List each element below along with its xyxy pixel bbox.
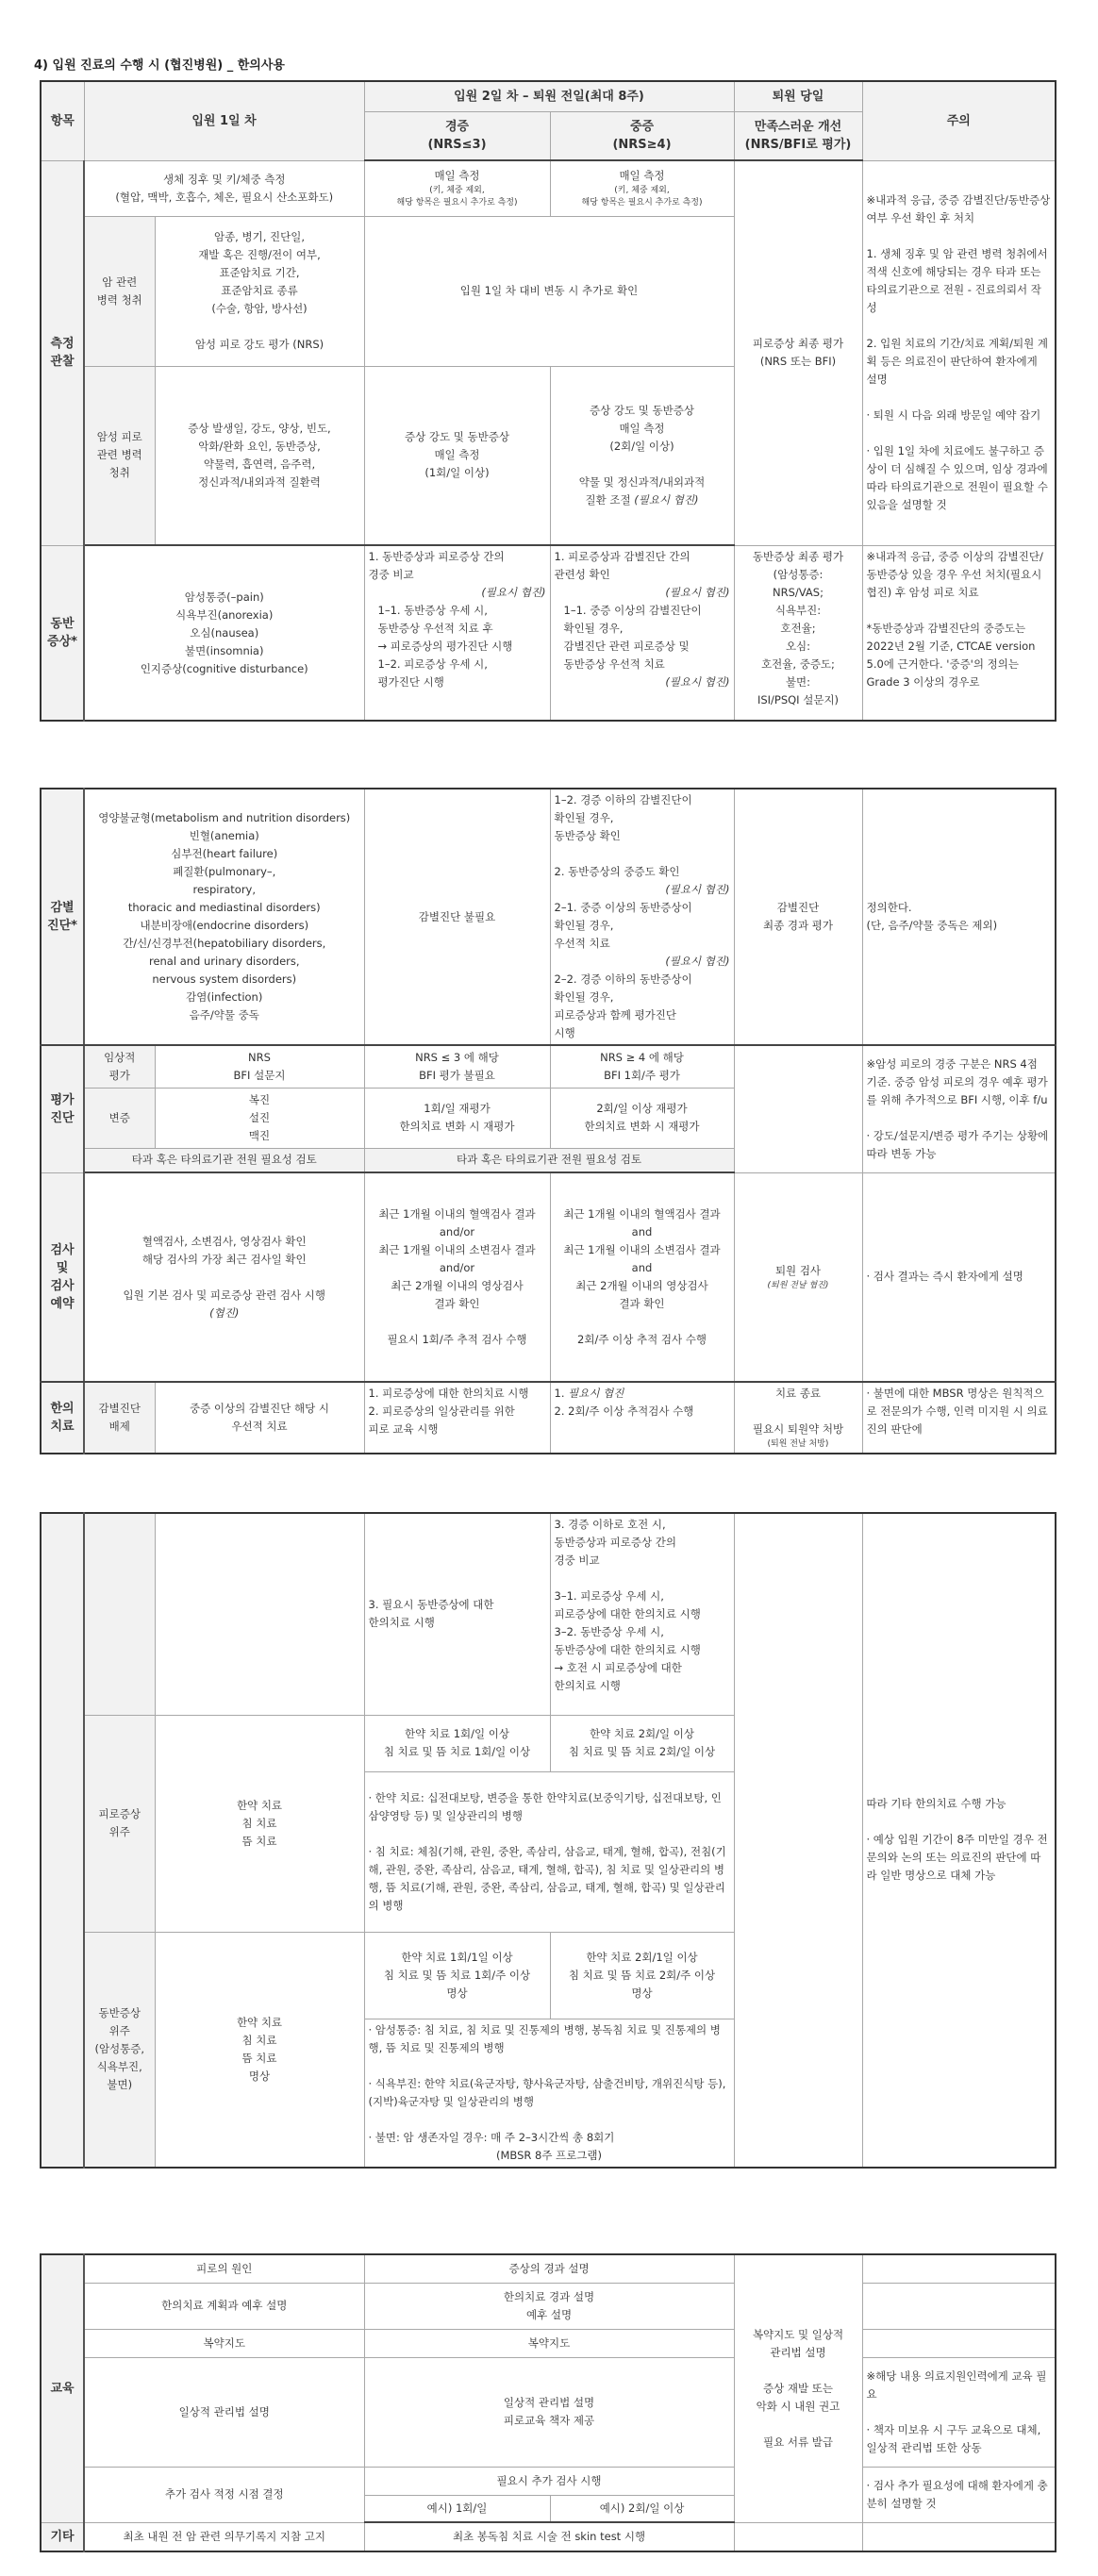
comorbid-mild-consult: (필요시 협진) [481, 586, 546, 599]
referral-day1: 타과 혹은 타의료기관 전원 필요성 검토 [84, 1148, 364, 1172]
comorbid-tx-detail-end: (MBSR 8주 프로그램) [495, 2148, 603, 2162]
fatigue-tx-severe: 한약 치료 2회/일 이상 침 치료 및 뜸 치료 2회/일 이상 [550, 1715, 734, 1771]
edu-caution-1: ※해당 내용 의료지원인력에게 교육 필요 · 책자 미보유 시 구두 교육으로 대체, 일상적 관리법 또한 상동 [862, 2357, 1056, 2467]
vitals-mild-note: (키, 체중 제외, 해당 항목은 필요시 추가로 측정) [396, 186, 518, 208]
tests-discharge [734, 1172, 862, 1382]
etc-discharge [734, 2522, 862, 2551]
fatigue-tx-detail: · 한약 치료: 십전대보탕, 변증을 통한 한약치료(보중익기탕, 십전대보탕, 인삼양영탕 등) 및 일상관리의 병행 · 침 치료: 체침(기해, 관원, 중완, 족삼리, 삼음교, 태계, 혈해, 합곡), 전침(기해, 관원, 중완, 족삼리, 삼음교, 태계, 혈해, 합곡), 침 치료 및 일상관리의 병행, 뜸 치료(기해, 관원, 중완, 족삼리, 삼음교, 태계, 혈해, 합곡) 및 일상관리의 병행 [364, 1771, 734, 1932]
edu-mid-2: 복약지도 [364, 2329, 734, 2357]
tests-discharge-text: 퇴원 검사 [774, 1263, 822, 1277]
protocol-table-part-3 [40, 1512, 1056, 2169]
row-label-comorbid: 동반 증상* [41, 545, 84, 721]
fatigue-hx-severe [550, 366, 734, 545]
row-label-eval: 평가 진단 [41, 1045, 84, 1172]
comorbid-severe-2: 1–1. 중증 이상의 감별진단이 확인될 경우, 감별진단 관련 피로증상 및 동반증상 우선적 치료 [563, 604, 702, 671]
exclude-severe-3: 3. 경증 이하로 호전 시, 동반증상과 피로증상 간의 경중 비교 3–1. 피로증상 우세 시, 피로증상에 대한 한의치료 시행 3–2. 동반증상 우세 시, 동반증상에 대한 한의치료 시행 → 호전 시 피로증상에 대한 한의치료 시행 [550, 1513, 734, 1715]
header-discharge: 퇴원 당일 [734, 81, 862, 111]
edu-mid-3: 일상적 관리법 설명 피로교육 책자 제공 [364, 2357, 734, 2467]
edu-caution-empty-2 [862, 2329, 1056, 2357]
clinical-eval-mild: NRS ≤ 3 에 해당 BFI 평가 불필요 [364, 1045, 550, 1088]
clinical-eval-day1: NRS BFI 설문지 [155, 1045, 364, 1088]
tests-severe: 최근 1개월 이내의 혈액검사 결과 and 최근 1개월 이내의 소변검사 결과 and 최근 2개월 이내의 영상검사 결과 확인 2회/주 이상 추적 검사 수행 [550, 1172, 734, 1382]
comorbid-severe-1: 1. 피로증상과 감별진단 간의 관련성 확인 [554, 550, 690, 581]
comorbid-severe-consult-2: (필요시 협진) [665, 675, 730, 689]
edu-caution-2: · 검사 추가 필요성에 대해 환자에게 충분히 설명할 것 [862, 2467, 1056, 2522]
fatigue-hx-severe-consult: (필요시 협진) [634, 492, 699, 507]
fatigue-hx-label: 암성 피로 관련 병력 청취 [84, 366, 155, 545]
edu-day1-3: 일상적 관리법 설명 [84, 2357, 364, 2467]
pattern-eval-label: 변증 [84, 1088, 155, 1148]
protocol-table-part-4 [40, 2253, 1056, 2552]
row-label-ddx: 감별 진단* [41, 789, 84, 1045]
section-title: 4) 입원 진료의 수행 시 (협진병원) _ 한의사용 [34, 58, 285, 73]
tests-mild: 최근 1개월 이내의 혈액검사 결과 and/or 최근 1개월 이내의 소변검사 결과 and/or 최근 2개월 이내의 영상검사 결과 확인 필요시 1회/주 추적 검사 수행 [364, 1172, 550, 1382]
edu-mid-1: 한의치료 경과 설명 예후 설명 [364, 2283, 734, 2329]
vitals-mild-text: 매일 측정 [434, 169, 480, 183]
comorbid-tx-label: 동반증상 위주 (암성통증, 식욕부진, 불면) [84, 1932, 155, 2168]
measure-caution: ※내과적 응급, 중증 감별진단/동반증상 여부 우선 확인 후 처치 1. 생체 징후 및 암 관련 병력 청취에서 적색 신호에 해당되는 경우 타과 또는 타의료기관으로 전원 - 진료의뢰서 작성 2. 입원 치료의 기간/치료 계획/퇴원 계획 등은 의료진이 판단하여 환자에게 설명 · 퇴원 시 다음 외래 방문일 예약 잡기 · 입원 1일 차에 치료에도 불구하고 증상이 더 심해질 수 있으며, 임상 경과에 따라 타의료기관으로 전원이 필요할 수 있음을 설명할 것 [862, 160, 1056, 545]
row-label-education: 교육 [41, 2254, 84, 2522]
cancer-hx-label: 암 관련 병력 청취 [84, 216, 155, 366]
vitals-severe-text: 매일 측정 [619, 169, 665, 183]
protocol-table-part-1 [40, 80, 1056, 722]
ddx-severe-1: 1–2. 경증 이하의 감별진단이 확인될 경우, 동반증상 확인 2. 동반증상의 중증도 확인 [554, 793, 692, 878]
exclude-day1-cont [155, 1513, 364, 1715]
exclude-label: 감별진단 배제 [84, 1382, 155, 1454]
tests-day1-text: 혈액검사, 소변검사, 영상검사 확인 해당 검사의 가장 최근 검사일 확인 입원 기본 검사 및 피로증상 관련 검사 시행 [123, 1234, 325, 1302]
header-caution: 주의 [862, 81, 1056, 160]
treatment-caution-cont: 따라 기타 한의치료 수행 가능 · 예상 입원 기간이 8주 미만일 경우 전문의와 논의 또는 의료진의 판단에 따라 일반 명상으로 대체 가능 [862, 1513, 1056, 2168]
vitals-severe-note: (키, 체중 제외, 해당 항목은 필요시 추가로 측정) [581, 186, 703, 208]
etc-mid: 최초 봉독침 치료 시술 전 skin test 시행 [364, 2522, 734, 2551]
header-item: 항목 [41, 81, 84, 160]
ddx-severe-2: 2–1. 중증 이상의 동반증상이 확인될 경우, 우선적 치료 [554, 901, 692, 950]
vitals-severe [550, 160, 734, 216]
protocol-table-part-2 [40, 788, 1056, 1454]
exclude-severe-rest: 2. 2회/주 이상 추적검사 수행 [554, 1404, 694, 1418]
eval-caution: ※암성 피로의 경중 구분은 NRS 4점 기준. 중증 암성 피로의 경우 예후 평가를 위해 추가적으로 BFI 시행, 이후 f/u · 강도/설문지/변증 평가 주기는 상황에 따라 변동 가능 [862, 1045, 1056, 1172]
tests-day1 [84, 1172, 364, 1382]
tests-day1-consult: (협진) [209, 1305, 240, 1320]
ddx-severe [550, 789, 734, 1045]
edu-day1-1: 한의치료 계획과 예후 설명 [84, 2283, 364, 2329]
comorbid-tx-detail [364, 2019, 734, 2168]
ddx-caution: 정의한다. (단, 음주/약물 중독은 제외) [862, 789, 1056, 1045]
comorbid-mild [364, 545, 550, 721]
referral-mid: 타과 혹은 타의료기관 전원 필요성 검토 [364, 1148, 734, 1172]
header-mild-sub: (NRS≤3) [427, 137, 487, 152]
fatigue-tx-label: 피로증상 위주 [84, 1715, 155, 1932]
eval-discharge [734, 1045, 862, 1172]
exclude-severe-prefix: 1. [554, 1387, 569, 1400]
comorbid-tx-severe: 한약 치료 2회/1일 이상 침 치료 및 뜸 치료 2회/주 이상 명상 [550, 1932, 734, 2019]
clinical-eval-severe: NRS ≥ 4 에 해당 BFI 1회/주 평가 [550, 1045, 734, 1088]
vitals-mild [364, 160, 550, 216]
row-label-treatment-cont [41, 1513, 84, 2168]
comorbid-day1: 암성통증(–pain) 식욕부진(anorexia) 오심(nausea) 불면(insomnia) 인지증상(cognitive disturbance) [84, 545, 364, 721]
comorbid-mild-2: 1–1. 동반증상 우세 시, 동반증상 우선적 치료 후 → 피로증상의 평가진단 시행 1–2. 피로증상 우세 시, 평가진단 시행 [377, 604, 513, 689]
exclude-mild-3: 3. 필요시 동반증상에 대한 한의치료 시행 [364, 1513, 550, 1715]
row-label-etc: 기타 [41, 2522, 84, 2551]
header-discharge-sub: 만족스러운 개선 (NRS/BFI로 평가) [734, 111, 862, 160]
ddx-severe-consult: (필요시 협진) [665, 883, 730, 896]
edu-example-mild: 예시) 1회/일 [364, 2495, 550, 2522]
comorbid-tx-day1: 한약 치료 침 치료 뜸 치료 명상 [155, 1932, 364, 2168]
edu-caution-empty-0 [862, 2254, 1056, 2283]
fatigue-tx-day1: 한약 치료 침 치료 뜸 치료 [155, 1715, 364, 1932]
ddx-day1: 영양불균형(metabolism and nutrition disorders) 빈혈(anemia) 심부전(heart failure) 폐질환(pulmonary–, respiratory, thoracic and mediastinal disorders) 내분비장애(endocrine disorders) 간/신/신경부전(hepatobiliary disorders, renal and urinary disorders, nervous system disorders) 감염(infection) 음주/약물 중독 [84, 789, 364, 1045]
fatigue-hx-severe-text: 증상 강도 및 동반증상 매일 측정 (2회/일 이상) 약물 및 정신과적/내외과적 질환 조절 [578, 403, 706, 507]
tests-caution: · 검사 결과는 즉시 환자에게 설명 [862, 1172, 1056, 1382]
comorbid-severe [550, 545, 734, 721]
edu-day1-2: 복약지도 [84, 2329, 364, 2357]
cancer-hx-day1: 암종, 병기, 진단일, 재발 혹은 진행/전이 여부, 표준암치료 기간, 표준암치료 종류 (수술, 항암, 방사선) 암성 피로 강도 평가 (NRS) [155, 216, 364, 366]
fatigue-tx-mild: 한약 치료 1회/일 이상 침 치료 및 뜸 치료 1회/일 이상 [364, 1715, 550, 1771]
fatigue-hx-mild: 증상 강도 및 동반증상 매일 측정 (1회/일 이상) [364, 366, 550, 545]
comorbid-tx-detail-text: · 암성통증: 침 치료, 침 치료 및 진통제의 병행, 봉독침 치료 및 진통제의 병행, 뜸 치료 및 진통제의 병행 · 식욕부진: 한약 치료(육군자탕, 향사육군자탕, 삼출건비탕, 개위진식탕 등), (지박)육군자탕 및 일상관리의 병행 · 불면: 암 생존자일 경우: 매 주 2–3시간씩 총 8회기 [368, 2022, 726, 2144]
header-severe [550, 111, 734, 160]
header-day1: 입원 1일 차 [84, 81, 364, 160]
ddx-discharge: 감별진단 최종 경과 평가 [734, 789, 862, 1045]
fatigue-hx-day1: 증상 발생일, 강도, 양상, 빈도, 악화/완화 요인, 동반증상, 약물력, 흡연력, 음주력, 정신과적/내외과적 질환력 [155, 366, 364, 545]
comorbid-mild-1: 1. 동반증상과 피로증상 간의 경중 비교 [368, 550, 505, 581]
edu-caution-empty-1 [862, 2283, 1056, 2329]
row-label-measure: 측정 관찰 [41, 160, 84, 545]
treatment-discharge [734, 1382, 862, 1454]
treatment-caution: · 불면에 대한 MBSR 명상은 원칙적으로 전문의가 수행, 인력 미지원 시 의료진의 판단에 [862, 1382, 1056, 1454]
exclude-day1: 중증 이상의 감별진단 해당 시 우선적 치료 [155, 1382, 364, 1454]
ddx-severe-3: 2–2. 경증 이하의 동반증상이 확인될 경우, 피로증상과 함께 평가진단 시행 [554, 972, 692, 1039]
comorbid-caution: ※내과적 응급, 중증 이상의 감별진단/동반증상 있을 경우 우선 처치(필요시 협진) 후 암성 피로 치료 *동반증상과 감별진단의 중증도는 2022년 2월 기준, CTCAE version 5.0에 근거한다. '중증'의 정의는 Grade 3 이상의 경우로 [862, 545, 1056, 721]
edu-example-severe: 예시) 2회/일 이상 [550, 2495, 734, 2522]
measure-discharge: 피로증상 최종 평가 (NRS 또는 BFI) [734, 160, 862, 545]
exclude-severe-consult: 필요시 협진 [568, 1387, 624, 1400]
treatment-discharge-text: 치료 종료 필요시 퇴원약 처방 [752, 1387, 844, 1436]
exclude-severe [550, 1382, 734, 1454]
etc-day1: 최초 내원 전 암 관련 의무기록지 지참 고지 [84, 2522, 364, 2551]
pattern-eval-mild: 1회/일 재평가 한의치료 변화 시 재평가 [364, 1088, 550, 1148]
row-label-treatment: 한의 치료 [41, 1382, 84, 1454]
cancer-hx-mid: 입원 1일 차 대비 변동 시 추가로 확인 [364, 216, 734, 366]
edu-discharge: 복약지도 및 일상적 관리법 설명 증상 재발 또는 악화 시 내원 권고 필요 서류 발급 [734, 2254, 862, 2522]
treatment-discharge-note: (퇴원 전날 처방) [767, 1439, 829, 1449]
comorbid-severe-consult: (필요시 협진) [665, 586, 730, 599]
comorbid-tx-mild: 한약 치료 1회/1일 이상 침 치료 및 뜸 치료 1회/주 이상 명상 [364, 1932, 550, 2019]
header-mid: 입원 2일 차 – 퇴원 전일(최대 8주) [364, 81, 734, 111]
pattern-eval-day1: 복진 설진 맥진 [155, 1088, 364, 1148]
row-label-tests: 검사 및 검사 예약 [41, 1172, 84, 1382]
exclude-mild: 1. 피로증상에 대한 한의치료 시행 2. 피로증상의 일상관리를 위한 피로 교육 시행 [364, 1382, 550, 1454]
edu-day1-0: 피로의 원인 [84, 2254, 364, 2283]
treatment-discharge-cont [734, 1513, 862, 2168]
header-severe-sub: (NRS≥4) [612, 137, 672, 152]
ddx-mild: 감별진단 불필요 [364, 789, 550, 1045]
edu-mid-4: 필요시 추가 검사 시행 [364, 2467, 734, 2495]
pattern-eval-severe: 2회/일 이상 재평가 한의치료 변화 시 재평가 [550, 1088, 734, 1148]
comorbid-discharge: 동반증상 최종 평가 (암성통증: NRS/VAS; 식욕부진: 호전율; 오심: 호전율, 중증도; 불면: ISI/PSQI 설문지) [734, 545, 862, 721]
tests-discharge-note: (퇴원 전날 협진) [767, 1280, 829, 1290]
vitals-day1: 생체 징후 및 키/체중 측정 (혈압, 맥박, 호흡수, 체온, 필요시 산소포화도) [84, 160, 364, 216]
header-severe-label: 중증 [629, 119, 655, 134]
edu-mid-0: 증상의 경과 설명 [364, 2254, 734, 2283]
ddx-severe-consult-2: (필요시 협진) [665, 955, 730, 968]
header-mild [364, 111, 550, 160]
header-mild-label: 경증 [444, 119, 470, 134]
edu-day1-4: 추가 검사 적정 시점 결정 [84, 2467, 364, 2522]
etc-caution [862, 2522, 1056, 2551]
clinical-eval-label: 임상적 평가 [84, 1045, 155, 1088]
exclude-label-cont [84, 1513, 155, 1715]
